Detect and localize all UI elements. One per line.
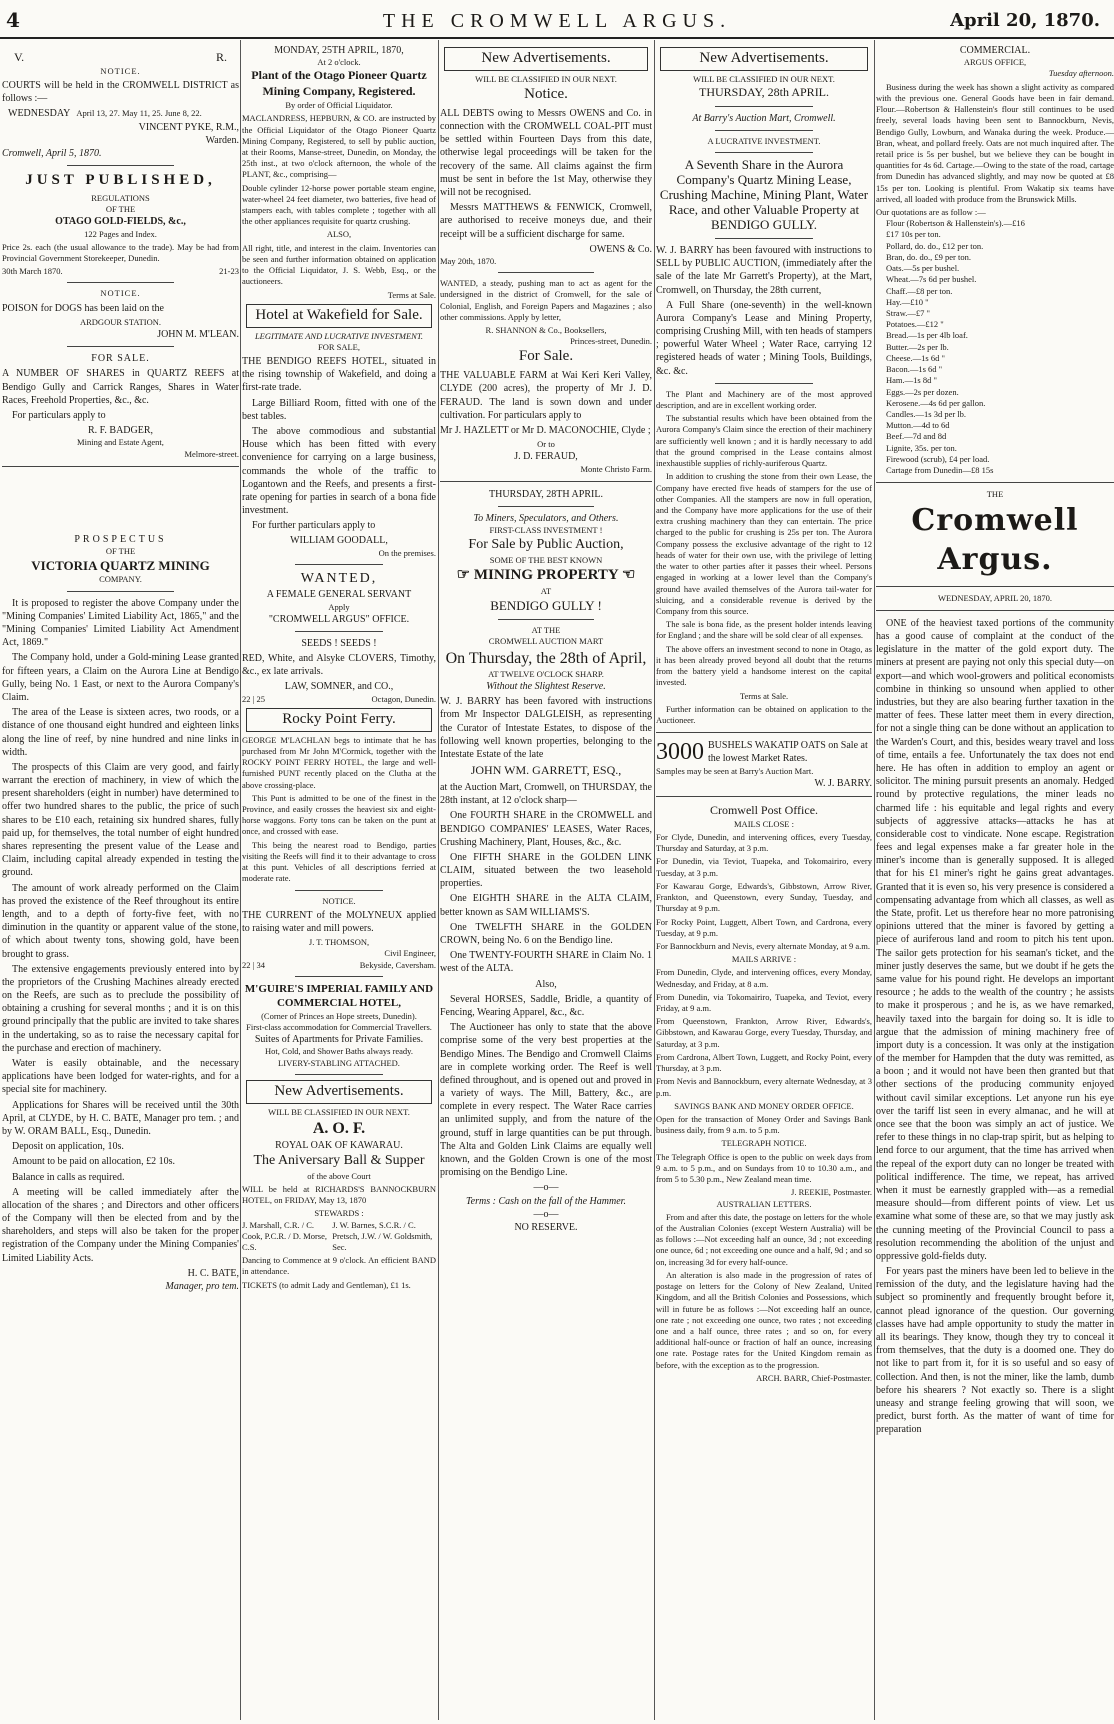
poison-sign: JOHN M. M'LEAN.	[157, 329, 239, 341]
oats-ad	[656, 739, 872, 765]
hotel-sale-sub: LEGITIMATE AND LUCRATIVE INVESTMENT.	[254, 330, 424, 341]
coal-pit-notice-body: ALL DEBTS owing to Messrs OWENS and Co. in connection with the CROMWELL COAL-PIT must be settled within Fourteen Days from this date, otherwise legal proceedings will be taken for the recovery of the same. All claims against the firm must be sent in before the 1st May, otherwise they will not be recognised.	[440, 107, 652, 198]
aurora-lucrative: A LUCRATIVE INVESTMENT.	[707, 136, 821, 147]
postmaster-sign: ARCH. BARR, Chief-Postmaster.	[756, 1372, 872, 1383]
auction-terms: Terms : Cash on the fall of the Hammer.	[466, 1195, 626, 1207]
emblem-r: R.	[215, 50, 227, 64]
australian-letters-rates: An alteration is also made in the progression of rates of postage on letters for the Colony of New Zealand, United Kingdom, and all the British Colonies and Possessions, which will in future be as follows :—Not exceeding half an ounce, one rate ; not exceeding one ounce, two rates ; not exceeding one and a half ounce, three rates ; and so on, for every additional half-ounce or fraction of half an ounce, increasing one rate. Postage rates for the United Kingdom remain as before, with the exception as to the progression.	[656, 1269, 872, 1370]
price-item: Firewood (scrub), £4 per load.	[886, 453, 990, 464]
molyneux-role: Civil Engineer,	[384, 948, 436, 959]
shares-sale-agent: R. F. BADGER,	[87, 425, 154, 437]
plant-auction-date: MONDAY, 25TH APRIL, 1870,	[274, 45, 404, 56]
column-divider	[874, 40, 875, 1720]
auction-horses: Several HORSES, Saddle, Bridle, a quantity of Fencing, Wearing Apparel, &c., &c.	[440, 993, 652, 1018]
editorial-paragraph: ONE of the heaviest taxed portions of the community has a good cause of complaint at the conduct of the legislature in the matter of the gold export duty. The miners at present are paying not only this special duty—on export—and which wool-growers and political economists combine in thinking so unsound when applied to other industries, but they are also bearing further taxation in the matter of fees. These latter meet them in every direction, for not a single thing can be done without an application to the Warden's Court, and this, besides weary travel and loss of time, entails a fee. Unfortunately the tax does not end here. He has often in addition to employ an agent or solicitor. The mining pursuit presents an anomaly. Hedged round by protective regulations, the miner leads no charmed life : his equitable and legal rights and every subjects of aggressive attacks—attacks he has at considerable cost to vindicate. None escape. Registration fees and legal expenses make a far greater hole in the miner's income than is generally supposed. It is alleged that for his £1 miner's right he gains great advantages. Granted that it is even so, his very presence is considered a compensating advantage from which all classes, as well as the State, profit. Let us therefore hear no more patronising opinions uttered that the miner is favored by getting a piece of auriferous land and room to pitch his tent upon. The sailor gets protection for his seaman's ticket, and the miner justly deserves the same, but we doubt if he gets the same value for his pound right. He develops an important resource ; he adds to the wealth of the country ; he assists to make it prosperous ; and he is, as we have remarked, heavily taxed into the bargain for doing so. It is idle to argue that the admission of mining machinery free of import duty is a concession. It was only at the instigation of the member for Hampden that the duty was remitted, as a boon ; and it would not have been then granted but that other sections of the producing community enjoyed without cavil similar exceptions. Let anyone run his eye over the tariff list seen in every almanac, and he will at once see that the boon was simply an act of justice. We refer to these things in no clap-trap spirit, but as helping to lend force to our argument, that the time has arrived when the repeal of the export duty can no longer be treated with political indifference. The time, we repeat, has arrived when it must be earnestly grappled with—as a remedial measure should—from different points of view. Let us examine what some of these are, so that we may justly ask the cunning meeting of the Provincial Council to pass a resolution recommending the abolition of the unjust and oppressive gold-fields duty.	[876, 617, 1114, 1262]
column-1	[2, 44, 239, 1720]
mail-arrive-item: From Dunedin, Clyde, and intervening offices, every Monday, Wednesday, and Friday, at 8 a.m.	[656, 967, 872, 989]
regulations-date: 30th March 1870.	[2, 266, 63, 277]
newspaper-title: THE CROMWELL ARGUS.	[382, 10, 732, 32]
price-item: Eggs.—2s per dozen.	[886, 386, 959, 397]
courts-notice: COURTS will be held in the CROMWELL DISTRICT as follows :—	[2, 80, 239, 105]
price-item: Potatoes.—£12 "	[886, 319, 944, 330]
price-item: Straw.—£7 "	[886, 308, 930, 318]
share-item: One TWELFTH SHARE in the GOLDEN CROWN, being No. 6 on the Bendigo line.	[440, 921, 652, 946]
oats-body: BUSHELS WAKATIP OATS on Sale at the lowest Market Rates.	[708, 740, 868, 765]
molyneux-heading: NOTICE.	[322, 895, 356, 906]
shares-sale-body: A NUMBER OF SHARES in QUARTZ REEFS at Bendigo Gully and Carrick Ranges, Shares in Water Races, Freehold Properties, &c., &c.	[2, 368, 239, 406]
divider-ornament: —o—	[533, 1208, 559, 1220]
prospectus-body	[2, 597, 239, 1265]
prospectus-company: COMPANY.	[99, 574, 142, 585]
wanted-servant-office: "CROMWELL ARGUS" OFFICE.	[268, 613, 410, 625]
garrett-name: JOHN WM. GARRETT, ESQ.,	[470, 763, 622, 778]
price-item: Wheat.—7s 6d per bushel.	[886, 274, 977, 285]
mail-arrive-item: From Queenstown, Frankton, Arrow River, Edwards's, Gibbstown, and Kawarau Gorge, every Tuesday, Thursday, and Saturday, at 3 p.m.	[656, 1016, 872, 1049]
column-5	[876, 44, 1114, 1720]
wanted-servant-body: A FEMALE GENERAL SERVANT	[266, 589, 412, 601]
new-advertisements-sub: WILL BE CLASSIFIED IN OUR NEXT.	[268, 1106, 410, 1117]
pointing-hand-icon: ☜	[618, 567, 636, 584]
farm-sale-or: Or to	[537, 439, 555, 450]
shares-sale-heading: FOR SALE.	[91, 353, 150, 365]
new-advertisements-sub: WILL BE CLASSIFIED IN OUR NEXT.	[693, 73, 835, 84]
price-item: Butter.—2s per lb.	[886, 341, 949, 352]
regulations-of: OF THE	[105, 204, 136, 215]
mails-close-heading: MAILS CLOSE :	[734, 818, 794, 829]
commercial-day: Tuesday afternoon.	[1048, 68, 1114, 79]
court-dates	[2, 107, 239, 120]
price-item: Bran, do. do., £9 per ton.	[886, 251, 971, 262]
telegraph-sign: J. REEKIE, Postmaster.	[791, 1187, 872, 1198]
seeds-place: Octagon, Dunedin.	[371, 693, 436, 704]
quotations-heading: Our quotations are as follow :—	[876, 207, 986, 218]
telegraph-heading: TELEGRAPH NOTICE.	[721, 1138, 807, 1149]
prospectus-paragraph: The Company hold, under a Gold-mining Lease granted for fifteen years, a Claim on the Aurora Line at Bendigo Gully, being No. 1 East, or next to the Aurora Company's Claim.	[2, 652, 239, 703]
hotel-billiard: Large Billiard Room, fitted with one of the best tables.	[242, 397, 436, 422]
price-item: Flour (Robertson & Hallenstein's).—£16	[886, 218, 1025, 229]
regulations-price: Price 2s. each (the usual allowance to the trade). May be had from Provincial Government Storekeeper, Dunedin.	[2, 241, 239, 264]
aurora-investment: The above offers an investment second to none in Otago, as it has been already proved beyond all doubt that the returns from the battery yield a handsome interest on the capital invested.	[656, 643, 872, 688]
column-3	[440, 44, 652, 1720]
price-item: Hay.—£10 "	[886, 296, 929, 307]
price-item: Ham.—1s 8d "	[886, 375, 937, 386]
new-advertisements-sub: WILL BE CLASSIFIED IN OUR NEXT.	[475, 73, 617, 84]
prospectus-paragraph: The area of the Lease is sixteen acres, two roods, or a distance of one thousand eight hundred and eighteen links along the line of reef, by nine hundred and nine links in width.	[2, 707, 239, 758]
auction-at: AT	[540, 585, 552, 596]
wanted-agent-addr: Princes-street, Dunedin.	[570, 336, 652, 347]
shares-sale-apply: For particulars apply to	[12, 410, 106, 422]
price-item: Cheese.—1s 6d "	[886, 352, 945, 363]
just-published-heading: JUST PUBLISHED,	[25, 172, 216, 189]
auction-day: On Thursday, the 28th of April,	[445, 649, 647, 667]
mails-close-list	[656, 832, 872, 952]
aurora-mart: At Barry's Auction Mart, Cromwell.	[692, 112, 836, 124]
oats-samples: Samples may be seen at Barry's Auction Mart.	[656, 765, 814, 776]
editorial-body	[876, 617, 1114, 1437]
mails-arrive-list	[656, 967, 872, 1098]
auction-time: AT TWELVE O'CLOCK SHARP.	[488, 668, 604, 679]
prospectus-paragraph: Amount to be paid on allocation, £2 10s.	[12, 1156, 176, 1168]
ball-sub: of the above Court	[307, 1170, 371, 1181]
column-divider	[654, 40, 655, 1720]
warden-role: Warden.	[205, 134, 239, 146]
savings-heading: SAVINGS BANK AND MONEY ORDER OFFICE.	[674, 1100, 854, 1111]
oats-quantity: 3000	[656, 739, 704, 766]
stewards-list	[242, 1220, 436, 1254]
auctioneer-note: The Auctioneer has only to state that the above comprise some of the very best properties at the Bendigo Mines. The Bendigo and Cromwell Claims are in complete working order. The Reef is well defined throughout, and is opened out and proved in a variety of ways. The Mill, Battery, &c., are complete in every respect. The Water Race carries an unlimited supply, and from the nature of the ground, stuff in large quantities can be put through. The Alta and Golden Link Claims are equally well known, and the Golden Crown is one of the most promising on the Bendigo Line.	[440, 1022, 652, 1179]
hotel-sale-title: Hotel at Wakefield for Sale.	[246, 304, 432, 328]
price-item: Chaff.—£8 per ton.	[886, 285, 953, 296]
oats-sign: W. J. BARRY.	[814, 777, 872, 789]
masthead-the: THE	[986, 489, 1004, 500]
prospectus-heading: PROSPECTUS	[74, 533, 167, 545]
wanted-servant-title: WANTED,	[300, 570, 378, 586]
ferry-punt: This Punt is admitted to be one of the finest in the Province, and easily crosses the heaviest six and eight-horse waggons. Forty tons can be taken on the punt at once, and crossed with ease.	[242, 792, 436, 837]
aurora-bona-fide: The sale is bona fide, as the present holder intends leaving for England ; and the share will be sold clear of all expenses.	[656, 619, 872, 641]
molyneux-place: Bekyside, Caversham.	[359, 959, 436, 970]
masthead	[0, 0, 1114, 34]
auction-date-banner: THURSDAY, 28TH APRIL.	[489, 488, 603, 500]
mguire-accommodation: First-class accommodation for Commercial Travellers.	[246, 1022, 432, 1033]
farm-sale-body: THE VALUABLE FARM at Wai Keri Keri Valley, CLYDE (200 acres), the property of Mr J. D. FERAUD. The land is sown down and under cultivation. For particulars apply to	[440, 370, 652, 421]
wanted-agent-sign: R. SHANNON & Co., Booksellers,	[485, 324, 607, 335]
price-item: Lignite, 35s. per ton.	[886, 442, 957, 453]
farm-sale-sign: J. D. FERAUD,	[514, 451, 578, 463]
column-2	[242, 44, 436, 1720]
aurora-results: The substantial results which have been obtained from the Aurora Company's Claim since the erection of their machinery are sufficiently well known ; and it is hardly necessary to add that the ground comprised in the Lease contains almost inexhaustible supplies of richly-auriferous Quartz.	[656, 413, 872, 469]
price-item: £17 10s per ton.	[886, 229, 941, 240]
mguire-title: M'GUIRE'S IMPERIAL FAMILY AND COMMERCIAL HOTEL,	[244, 982, 434, 1010]
auction-also: Also,	[535, 978, 557, 990]
regulations-title: OTAGO GOLD-FIELDS, &c.,	[55, 216, 186, 228]
poison-heading: NOTICE.	[100, 288, 141, 299]
editorial-masthead: Cromwell Argus.	[911, 502, 1079, 578]
column-divider	[240, 40, 241, 1720]
ball-dance: Dancing to Commence at 9 o'clock. An efficient BAND in attendance.	[242, 1255, 436, 1277]
auction-best-known: SOME OF THE BEST KNOWN	[489, 554, 603, 565]
emblem-v: V.	[14, 50, 25, 64]
prospectus-paragraph: The extensive engagements previously entered into by the proprietors of the Crushing Machines already erected on the Reefs, are such as to preclude the possibility of obtaining a crushing for several months ; and it is on this ground principally that the public are invited to take shares in the undertaking, so as to raise the necessary capital for the purchase and erection of machinery.	[2, 963, 239, 1054]
aurora-stampers: In addition to crushing the stone from their own Lease, the Company have erected five heads of stampers for the use of other Companies. All the stampers are now in full operation, and the Company have more applications for the use of their extra crushing machinery than they can entertain. The price charged to the public for crushing is 25s per ton. The Aurora Company possess the exclusive advantage of the right to 12 heads of water for their own use, with the privilege of letting the water to other parties after it passes their wheel. Persons engaged in working at a lower level than the Company's ground have availed themselves of the Aurora tail-water for sluicing, and a considerable revenue is derived by the Company from this source.	[656, 471, 872, 616]
price-item: Kerosene.—4s 6d per gallon.	[886, 397, 986, 408]
plant-rest: All right, title, and interest in the claim. Inventories can be seen and further information obtained on application to the Official Liquidator, J. S. Webb, Esq., or the auctioneers.	[242, 242, 436, 287]
mguire-addr: (Corner of Princes an Hope streets, Dunedin).	[261, 1010, 417, 1021]
aurora-body: W. J. BARRY has been favoured with instructions to SELL by PUBLIC AUCTION, (immediately after the sale of the late Mr Garrett's Property), at the Mart, Cromwell, on Thursday, the 28th current,	[656, 244, 872, 296]
prospectus-paragraph: Water is easily obtainable, and the necessary applications have been lodged for water-rights, and for a special site for machinery.	[2, 1058, 239, 1096]
new-advertisements-heading: New Advertisements.	[444, 47, 648, 71]
notice-dateline: Cromwell, April 5, 1870.	[2, 147, 102, 159]
prospectus-paragraph: Balance in calls as required.	[12, 1171, 125, 1183]
poison-station: ARDGOUR STATION.	[79, 316, 161, 327]
plant-items: Double cylinder 12-horse power portable steam engine, water-wheel 24 feet diameter, two batteries, five head of stampers each, with tables complete ; together with all the other appliances requisite for quartz crushing.	[242, 182, 436, 227]
mail-close-item: For Kawarau Gorge, Edwards's, Gibbstown, Arrow River, Frankton, and Queenstown, every Sunday, Tuesday, and Thursday at 9 p.m.	[656, 880, 872, 914]
price-item: Oats.—5s per bushel.	[886, 263, 960, 274]
aurora-further: Further information can be obtained on application to the Auctioneer.	[656, 703, 872, 725]
regulations-pages: 122 Pages and Index.	[84, 228, 157, 239]
molyneux-sign: J. T. THOMSON,	[308, 937, 370, 948]
coal-pit-notice-title: Notice.	[524, 86, 568, 103]
seeds-footer	[242, 694, 436, 705]
mail-close-item: For Bannockburn and Nevis, every alternate Monday, at 9 a.m.	[656, 940, 871, 951]
no-reserve: NO RESERVE.	[514, 1221, 578, 1233]
garrett-estate-body: W. J. BARRY has been favored with instructions from Mr Inspector DALGLEISH, as representing the Curator of Intestate Estates, to dispose of the following well known properties, belonging to the Intestate Estate of the late	[440, 696, 652, 760]
issue-date: April 20, 1870.	[950, 10, 1100, 31]
pointing-hand-icon: ☞	[456, 567, 474, 584]
coal-pit-notice-agents: Messrs MATTHEWS & FENWICK, Cromwell, are authorised to receive moneys due, and their receipt will be a sufficient discharge for same.	[440, 202, 652, 240]
price-item: Cartage from Dunedin—£8 15s	[886, 465, 994, 476]
aurora-title: A Seventh Share in the Aurora Company's Quartz Mining Lease, Crushing Machine, Mining Plant, Water Race, and other Valuable Property at BENDIGO GULLY.	[659, 157, 869, 232]
prospectus-paragraph: The prospects of this Claim are very good, and fairly warrant the erection of machinery, in view of which the present shareholders (eight in number) have determined to offer two hundred shares to the public, the price of such shares to be £10 each, retaining six hundred shares, fully paid up, for themselves, the total number of eight hundred shares representing the present value of the Lease and Claim, including capital already expended in testing the ground.	[2, 761, 239, 879]
hotel-premises: On the premises.	[378, 547, 436, 558]
aurora-machinery: The Plant and Machinery are of the most approved description, and are in excellent working order.	[656, 388, 872, 411]
prospectus-paragraph: Deposit on application, 10s.	[12, 1141, 124, 1153]
editorial-date: WEDNESDAY, APRIL 20, 1870.	[938, 592, 1052, 603]
ferry-road: This being the nearest road to Bendigo, parties visiting the Reefs will find it to their advantage to cross at this punt. Vehicles of all descriptions ferried at moderate rate.	[242, 839, 436, 884]
regulations-code: 21-23	[219, 266, 239, 277]
column-4	[656, 44, 872, 1720]
divider-ornament: —o—	[533, 1182, 559, 1194]
price-item: Bread.—1s per 4lb loaf.	[886, 330, 968, 341]
mail-close-item: For Dunedin, via Teviot, Tuapeka, and Tokomairiro, every Tuesday, at 3 p.m.	[656, 856, 872, 878]
mail-arrive-item: From Dunedin, via Tokomairiro, Tuapeka, and Teviot, every Friday, at 9 a.m.	[656, 991, 872, 1014]
page-number: 4	[6, 8, 20, 32]
shares-sale-agent-role: Mining and Estate Agent,	[77, 437, 164, 448]
stewards-left: J. Marshall, C.R. / C. Cook, P.C.R. / D. Morse, C.S.	[242, 1219, 328, 1252]
coal-pit-date: May 20th, 1870.	[440, 255, 497, 266]
stewards-right: J. W. Barnes, S.C.R. / C. Pretsch, J.W. / W. Goldsmith, Sec.	[332, 1219, 433, 1252]
australian-letters-body: From and after this date, the postage on letters for the whole of the Australian Colonies (except Western Australia) will be as follows :—Not exceeding half an ounce, 3d ; not exceeding one ounce, 6d ; not exceeding one ounce and a half, 9d ; and so on, increasing 3d for every half-ounce.	[656, 1211, 872, 1267]
regulations-footer	[2, 266, 239, 277]
telegraph-body: The Telegraph Office is open to the public on week days from 9 a.m. to 5 p.m., and on Sundays from 10 to 10.30 a.m., and from 5 to 5.30 p.m., New Zealand mean time.	[656, 1151, 872, 1185]
prospectus-of: OF THE	[105, 546, 136, 557]
post-office-title: Cromwell Post Office.	[709, 802, 819, 817]
coal-pit-sign: OWENS & Co.	[589, 243, 652, 255]
editorial-paragraph: For years past the miners have been led to believe in the remission of the duty, and the legislature having had the subject so prominently and frequently brought before it, cannot plead ignorance of the question. Our governing classes have had ample opportunity to study the matter in all its bearings. They know, though they try to conceal it from themselves, that the duty is a doomed one. They do not like to part from it, for it is so useful and so easy of collection. And then, is not the miner, like the lamb, dumb before his shearers ? Not exactly so. There is a slight uneasy and strange feeling growing that will soon, we predict, burst forth. As the matter of want of time for preparation	[876, 1266, 1114, 1436]
mguire-suites: Suites of Apartments for Private Families.	[254, 1034, 424, 1046]
torn-blank-area	[2, 473, 239, 533]
notice-heading: NOTICE.	[100, 65, 141, 76]
ferry-title: Rocky Point Ferry.	[246, 708, 432, 732]
molyneux-code: 22 | 34	[242, 959, 265, 970]
prospectus-title: VICTORIA QUARTZ MINING	[31, 558, 210, 574]
shares-sale-agent-addr: Melmore-street.	[184, 448, 239, 459]
commercial-report: Business during the week has shown a slight activity as compared with the previous one. General Goods have been in fair demand. Flour.—Robertson & Hallenstein's flour still continues to be used freely, several loads having been sent to Bannockburn, Nevis, Bendigo Gully, Lowburn, and Wanaka during the week. Produce.—Bran, wheat, and pollard freely. Oats are not much inquired after. The retail price is 5s per bushel, but we believe they can be bought in quantities for 4s 6d. Cartage.—Owing to the state of the road, cartage from Dunedin has advanced slightly, and may now be quoted at £8 15s per ton. Looking is plentiful. From Wakatip six teams have arrived, all loaded with produce from the Brunswick Mills.	[876, 81, 1114, 204]
seeds-sign: LAW, SOMNER, and CO.,	[284, 681, 394, 693]
new-advertisements-heading: New Advertisements.	[660, 47, 868, 71]
auction-reserve: Without the Slightest Reserve.	[486, 680, 606, 692]
prospectus-paragraph: It is proposed to register the above Company under the "Mining Companies' Limited Liability Act, 1865," and the "Mining Companies' Limited Liability Act Amendment Act, 1869."	[2, 597, 239, 649]
auction-investment: FIRST-CLASS INVESTMENT !	[489, 525, 603, 536]
ferry-body: GEORGE M'LACHLAN begs to intimate that he has purchased from Mr John M'Cormick, together with the ROCKY POINT FERRY HOTEL, the large and well-furnished PUNT recently placed on the Clutha at the above crossing-place.	[242, 734, 436, 790]
ball-body: WILL be held at RICHARDS'S BANNOCKBURN HOTEL, on FRIDAY, May 13, 1870	[242, 1183, 436, 1206]
new-advertisements-heading: New Advertisements.	[246, 1080, 432, 1104]
plant-also: ALSO,	[326, 229, 352, 240]
hotel-sign: WILLIAM GOODALL,	[290, 535, 388, 547]
wanted-servant-apply: Apply	[328, 601, 350, 612]
auction-at-the: AT THE	[531, 625, 561, 636]
auction-title: For Sale by Public Auction,	[468, 537, 624, 553]
aurora-date: THURSDAY, 28th APRIL.	[698, 85, 830, 100]
royal-oak-title: ROYAL OAK OF KAWARAU.	[275, 1140, 403, 1151]
price-item: Pollard, do. do., £12 per ton.	[886, 240, 984, 251]
regulations-line: REGULATIONS	[91, 192, 150, 203]
court-dates-list: April 13, 27. May 11, 25. June 8, 22.	[76, 108, 202, 119]
stewards-heading: STEWARDS :	[314, 1208, 364, 1219]
column-divider	[438, 40, 439, 1720]
aurora-terms: Terms at Sale.	[739, 690, 789, 701]
plant-terms: Terms at Sale.	[387, 289, 436, 300]
prospectus-paragraph: The amount of work already performed on the Claim has proved the existence of the Reef throughout its entire length, and to a depth of forty-five feet, with no diminution in the quantity or apparent value of the stone, of which about twenty tons, showing gold, have been brought to grass.	[2, 882, 239, 960]
court-day: WEDNESDAY	[8, 108, 71, 120]
share-item: One TWENTY-FOURTH SHARE in Claim No. 1 west of the ALTA.	[440, 950, 652, 975]
mail-arrive-item: From Cardrona, Albert Town, Luggett, and Rocky Point, every Thursday, at 3 p.m.	[656, 1051, 872, 1074]
prospectus-sign: H. C. BATE,	[187, 1267, 239, 1279]
plant-by: By order of Official Liquidator.	[285, 100, 393, 111]
hotel-details: The above commodious and substantial House which has been fitted with every convenience for carrying on a large business, commands the whole of the traffic to Logantown and the Reefs, and presents a first-rate opening for parties in search of a bona fide investment.	[242, 425, 436, 517]
prospectus-paragraph: A meeting will be called immediately after the allocation of the shares ; and Directors and other officers of the Company will then be elected from and by the shareholders, and steps will also be taken for the proper registration of the Company under the Mining Companies' Limited Liability Acts.	[2, 1186, 239, 1264]
masthead-rule	[0, 37, 1114, 39]
ball-title: The Aniversary Ball & Supper	[253, 1153, 425, 1169]
aurora-share: A Full Share (one-seventh) in the well-known Aurora Company's Lease and Mining Property, comprising Crushing Mill, with ten heads of stampers ; powerful Water Wheel ; Water Race, carrying 12 registered heads of water ; Mining Tools, Buildings, &c. &c.	[656, 299, 872, 377]
price-item: Candles.—1s 3d per lb.	[886, 408, 967, 419]
price-item: Beef.—7d and 8d	[886, 431, 947, 442]
mail-arrive-item: From Nevis and Bannockburn, every alternate Wednesday, at 3 p.m.	[656, 1076, 872, 1098]
mining-property-text: MINING PROPERTY	[473, 567, 619, 584]
mails-arrive-heading: MAILS ARRIVE :	[731, 954, 797, 965]
share-item: One FIFTH SHARE in the GOLDEN LINK CLAIM, situated between the two leasehold properties.	[440, 851, 652, 890]
share-item: One FOURTH SHARE in the CROMWELL and BENDIGO COMPANIES' LEASES, Water Races, Crushing Machinery, Plant, Houses, &c., &c.	[440, 810, 652, 848]
auction-audience: To Miners, Speculators, and Others.	[473, 512, 619, 524]
plant-body: MACLANDRESS, HEPBURN, & CO. are instructed by the Official Liquidator of the Otago Pioneer Quartz Mining Company, Registered, to sell by public auction, at their Rooms, Manse-street, Dunedin, on Monday, the 25th inst., at two o'clock afternoon, the whole of the PLANT, &c., comprising—	[242, 113, 436, 180]
seeds-body: RED, White, and Alsyke CLOVERS, Timothy, &c., ex late arrivals.	[242, 653, 436, 678]
mguire-baths: Hot, Cold, and Shower Baths always ready.	[265, 1046, 413, 1057]
molyneux-footer	[242, 960, 436, 971]
australian-letters-heading: AUSTRALIAN LETTERS.	[716, 1198, 812, 1209]
mail-close-item: For Clyde, Dunedin, and intervening offices, every Tuesday, Thursday and Saturday, at 3 p.m.	[656, 831, 872, 854]
seeds-title: SEEDS ! SEEDS !	[301, 637, 377, 649]
hotel-for-sale: FOR SALE,	[317, 341, 361, 352]
garrett-sale-time: at the Auction Mart, Cromwell, on THURSDAY, the 28th instant, at 12 o'clock sharp—	[440, 781, 652, 807]
ball-tickets: TICKETS (to admit Lady and Gentleman), £1 1s.	[242, 1279, 411, 1290]
commercial-office: ARGUS OFFICE,	[963, 57, 1027, 68]
warden-name: VINCENT PYKE, R.M.,	[138, 121, 239, 133]
hotel-apply: For further particulars apply to	[252, 520, 376, 532]
bendigo-gully: BENDIGO GULLY !	[490, 598, 602, 614]
price-item: Mutton.—4d to 6d	[886, 420, 950, 431]
farm-sale-addr: Monte Christo Farm.	[580, 463, 652, 474]
seeds-code: 22 | 25	[242, 693, 265, 704]
poison-notice: POISON for DOGS has been laid on the	[2, 302, 164, 314]
hotel-body: THE BENDIGO REEFS HOTEL, situated in the rising township of Wakefield, and doing a first-rate trade.	[242, 356, 436, 394]
auction-mart: CROMWELL AUCTION MART	[488, 636, 604, 647]
mail-close-item: For Rocky Point, Luggett, Albert Town, and Cardrona, every Tuesday, at 9 p.m.	[656, 916, 872, 938]
aof-title: A. O. F.	[312, 1119, 366, 1137]
price-list	[876, 218, 1114, 476]
savings-body: Open for the transaction of Money Order and Savings Bank business daily, from 9 a.m. to 5 p.m.	[656, 1114, 872, 1136]
price-item: Bacon.—1s 6d "	[886, 364, 943, 375]
commercial-heading: COMMERCIAL.	[959, 45, 1031, 56]
farm-sale-title: For Sale.	[518, 348, 574, 365]
wanted-agent-body: WANTED, a steady, pushing man to act as agent for the undersigned in the district of Cromwell, for the sale of Colonial, English, and Foreign Papers and Magazines ; also other commissions. Apply by letter,	[440, 278, 652, 322]
prospectus-role: Manager, pro tem.	[165, 1281, 239, 1292]
farm-sale-agents: Mr J. HAZLETT or Mr D. MACONOCHIE, Clyde ;	[440, 424, 651, 436]
plant-title: Plant of the Otago Pioneer Quartz Mining Company, Registered.	[251, 68, 427, 99]
plant-auction-time: At 2 o'clock.	[317, 57, 361, 68]
molyneux-body: THE CURRENT of the MOLYNEUX applied to raising water and mill powers.	[242, 909, 436, 934]
prospectus-paragraph: Applications for Shares will be received until the 30th April, at CLYDE, by H. C. BATE, Manager pro tem. ; and by W. ORAM BALL, Esq., Dunedin.	[2, 1099, 239, 1137]
mining-property-title	[440, 566, 652, 586]
mguire-stabling: LIVERY-STABLING ATTACHED.	[278, 1057, 400, 1068]
share-item: One EIGHTH SHARE in the ALTA CLAIM, better known as SAM WILLIAMS'S.	[440, 893, 652, 918]
crown-emblem	[2, 44, 239, 66]
